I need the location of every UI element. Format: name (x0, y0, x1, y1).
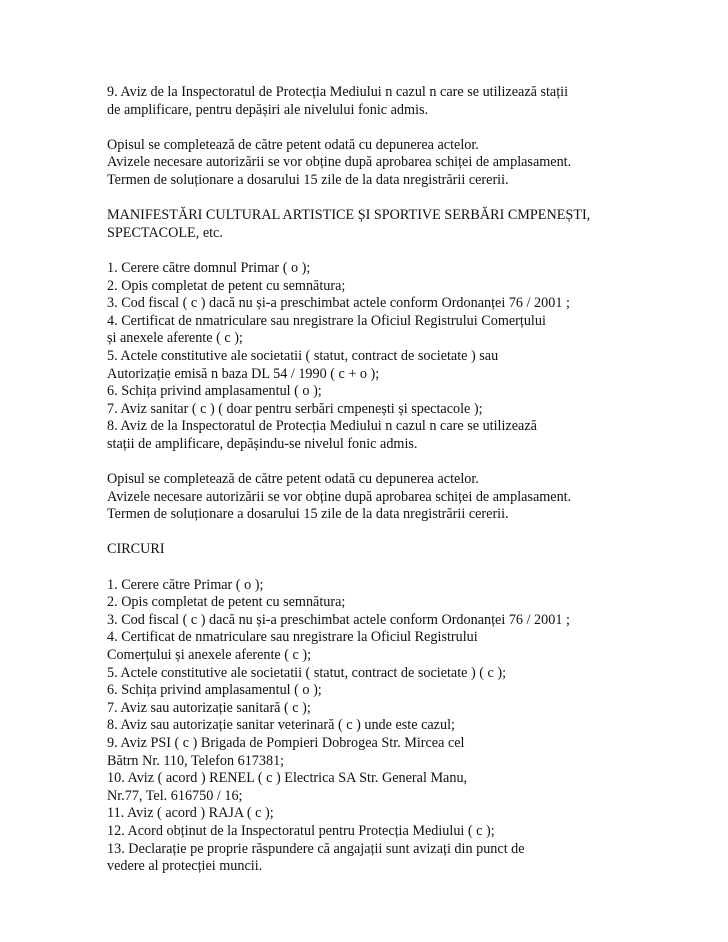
document-page (107, 84, 707, 893)
text-line: Opisul se completează de către petent odată cu depunerea actelor. (107, 471, 479, 488)
list-item: 11. Aviz ( acord ) RAJA ( c ); (107, 805, 274, 822)
list-item: 4. Certificat de nmatriculare sau nregistrare la Oficiul Registrului Comerțului (107, 312, 546, 329)
heading-line: CIRCURI (107, 541, 165, 558)
list-item: stații de amplificare, depășindu-se nivelul fonic admis. (107, 435, 418, 452)
list-item: Autorizație emisă n baza DL 54 / 1990 ( c + o ); (107, 365, 380, 382)
list-item: 3. Cod fiscal ( c ) dacă nu și-a preschimbat actele conform Ordonanței 76 / 2001 ; (107, 611, 570, 628)
list-item: 12. Acord obținut de la Inspectoratul pentru Protecția Mediului ( c ); (107, 822, 495, 839)
list-item: Bătrn Nr. 110, Telefon 617381; (107, 752, 285, 769)
list-item: 10. Aviz ( acord ) RENEL ( c ) Electrica SA Str. General Manu, (107, 770, 468, 787)
heading-line: SPECTACOLE, etc. (107, 224, 223, 241)
heading-line: MANIFESTĂRI CULTURAL ARTISTICE ȘI SPORTIVE SERBĂRI CMPENEȘTI, (107, 207, 591, 224)
list-item: 6. Schița privind amplasamentul ( o ); (107, 682, 322, 699)
text-line: de amplificare, pentru depășiri ale nivelului fonic admis. (107, 101, 429, 118)
text-line: Opisul se completează de către petent odată cu depunerea actelor. (107, 136, 479, 153)
list-item: 5. Actele constitutive ale societatii ( statut, contract de societate ) ( c ); (107, 664, 507, 681)
opis-note-paragraph-2 (107, 471, 707, 524)
list-item: 1. Cerere către Primar ( o ); (107, 576, 264, 593)
manifestari-requirements-list (107, 260, 707, 454)
opis-note-paragraph-1 (107, 137, 707, 190)
text-line: Avizele necesare autorizării se vor obține după aprobarea schiței de amplasament. (107, 488, 572, 505)
section-heading-circuri (107, 541, 707, 559)
list-item: și anexele aferente ( c ); (107, 330, 243, 347)
list-item: 8. Aviz sau autorizație sanitar veterinară ( c ) unde este cazul; (107, 717, 455, 734)
list-item: 3. Cod fiscal ( c ) dacă nu și-a preschimbat actele conform Ordonanței 76 / 2001 ; (107, 295, 570, 312)
list-item: 2. Opis completat de petent cu semnătura; (107, 277, 346, 294)
list-item: 13. Declarație pe proprie răspundere că angajații sunt avizați din punct de (107, 840, 525, 857)
text-line: Termen de soluționare a dosarului 15 zile de la data nregistrării cererii. (107, 171, 509, 188)
list-item: 4. Certificat de nmatriculare sau nregistrare la Oficiul Registrului (107, 629, 478, 646)
text-line: Avizele necesare autorizării se vor obține după aprobarea schiței de amplasament. (107, 154, 572, 171)
list-item: vedere al protecției muncii. (107, 858, 263, 875)
list-item: 2. Opis completat de petent cu semnătura; (107, 594, 346, 611)
list-item: 9. Aviz PSI ( c ) Brigada de Pompieri Dobrogea Str. Mircea cel (107, 734, 465, 751)
list-item: 8. Aviz de la Inspectoratul de Protecția Mediului n cazul n care se utilizează (107, 418, 537, 435)
circuri-requirements-list (107, 577, 707, 876)
list-item: 7. Aviz sau autorizație sanitară ( c ); (107, 699, 311, 716)
list-item: Comerțului și anexele aferente ( c ); (107, 647, 312, 663)
list-item: 7. Aviz sanitar ( c ) ( doar pentru serbări cmpenești și spectacole ); (107, 400, 483, 417)
section-heading-manifestari (107, 207, 707, 242)
text-line: Termen de soluționare a dosarului 15 zile de la data nregistrării cererii. (107, 506, 509, 523)
list-item: Nr.77, Tel. 616750 / 16; (107, 787, 243, 804)
list-item: 6. Schița privind amplasamentul ( o ); (107, 383, 322, 400)
item-9-mediu-paragraph (107, 84, 707, 119)
list-item: 5. Actele constitutive ale societatii ( statut, contract de societate ) sau (107, 347, 499, 364)
list-item: 1. Cerere către domnul Primar ( o ); (107, 259, 311, 276)
text-line: 9. Aviz de la Inspectoratul de Protecția Mediului n cazul n care se utilizează stații (107, 84, 569, 100)
